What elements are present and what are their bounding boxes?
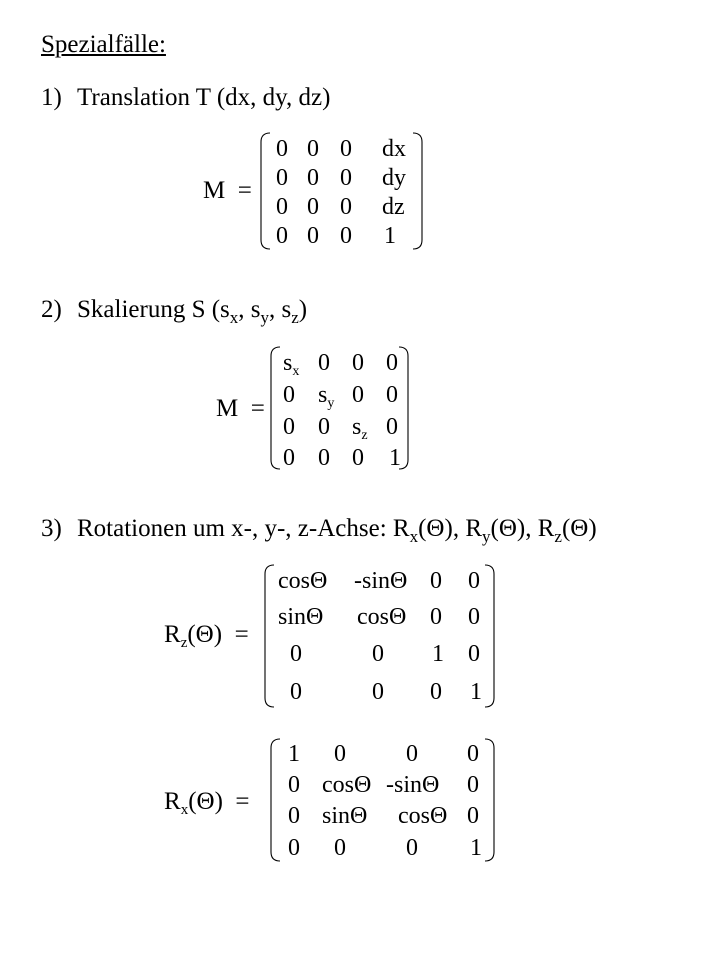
scaling-heading: 2) Skalierung S ($s_x$, $s_y$, $s_z$) [41,296,308,327]
matrix-cell: sinΘ [278,604,324,630]
matrix-cell: 0 [290,641,302,667]
matrix-cell: 0 [386,350,398,376]
matrix-cell: 1 [432,641,444,667]
matrix-cell: 0 [386,382,398,408]
translation-heading [41,84,330,112]
matrix-cell: 0 [372,641,384,667]
param-sub: z [291,308,299,327]
matrix-cell: 0 [276,136,288,162]
rx-left-bracket [268,738,288,862]
matrix-cell: 0 [288,803,300,829]
matrix-cell: 0 [352,445,364,471]
matrix-cell: 1 [470,835,482,861]
matrix-cell: 0 [307,165,319,191]
section-number: 1) [41,84,62,111]
matrix-cell: 0 [283,414,295,440]
matrix-cell: 0 [288,835,300,861]
rotation-symbol: R [164,621,181,648]
section-number: 2) [41,296,62,323]
scaling-title: Skalierung S (s [77,296,230,323]
matrix-cell: $s_x$ [283,350,300,379]
rotation-title: Rotationen um x-, y-, z-Achse: [77,515,393,542]
axis-sub: z [554,527,562,546]
matrix-cell: 0 [283,445,295,471]
matrix-cell: 0 [307,194,319,220]
matrix-cell: 0 [467,772,479,798]
matrix-cell: dy [382,165,406,191]
matrix-cell: $s_z$ [352,414,368,443]
matrix-cell: 0 [276,165,288,191]
rx-right-bracket [480,738,500,862]
matrix-cell: cosΘ [357,604,407,630]
matrix-cell: 0 [318,445,330,471]
matrix-cell: 0 [386,414,398,440]
matrix-cell: dx [382,136,406,162]
matrix-cell: 0 [406,835,418,861]
matrix-cell: 0 [430,604,442,630]
matrix-cell: cosΘ [398,803,448,829]
equals-sign: = [250,395,265,422]
equals-sign: = [235,788,250,815]
matrix-cell: 1 [384,223,396,249]
matrix-cell: 0 [352,382,364,408]
matrix-cell: 0 [468,604,480,630]
matrix-cell: 0 [340,165,352,191]
matrix-cell: 0 [318,414,330,440]
param-sub: x [229,308,239,327]
matrix-cell: 0 [430,568,442,594]
param-symbol: s [281,296,292,323]
matrix-cell: 0 [307,136,319,162]
param-symbol: s [250,296,261,323]
scaling-lhs [216,396,265,421]
rotation-heading: 3) Rotationen um x-, y-, z-Achse: $R_x(\Theta)$, $R_y(\Theta)$, $R_z(\Theta)$ [41,515,597,546]
matrix-cell: 0 [467,741,479,767]
matrix-cell: 0 [334,835,346,861]
matrix-cell: cosΘ [278,568,328,594]
equals-sign: = [237,177,252,204]
matrix-cell: 0 [340,136,352,162]
matrix-cell: -sinΘ [386,772,440,798]
matrix-cell: 0 [290,679,302,705]
scaling-right-bracket [394,346,414,470]
translation-right-bracket [408,132,428,250]
matrix-cell: 1 [470,679,482,705]
matrix-symbol: M [203,177,226,204]
matrix-cell: 0 [288,772,300,798]
matrix-cell: 0 [340,194,352,220]
matrix-cell: 0 [372,679,384,705]
matrix-cell: 0 [318,350,330,376]
rx-lhs: $R_x(\Theta)$ = [164,788,250,818]
matrix-cell: -sinΘ [354,568,408,594]
page-title: Spezialfälle: [41,31,166,58]
section-number: 3) [41,515,62,542]
matrix-cell: cosΘ [322,772,372,798]
matrix-cell: 0 [276,223,288,249]
matrix-cell: 0 [340,223,352,249]
rz-lhs: $R_z(\Theta)$ = [164,621,249,651]
rz-right-bracket [480,564,500,708]
matrix-cell: 0 [352,350,364,376]
matrix-cell: 1 [389,445,401,471]
matrix-cell: 1 [288,741,300,767]
matrix-cell: 0 [430,679,442,705]
rotation-symbol: R [164,788,181,815]
matrix-symbol: M [216,395,239,422]
matrix-cell: 0 [283,382,295,408]
translation-left-bracket [258,132,278,250]
matrix-cell: 0 [468,568,480,594]
matrix-cell: 0 [307,223,319,249]
matrix-cell: $s_y$ [318,382,335,411]
translation-lhs [203,178,252,203]
translation-title: Translation T (dx, dy, dz) [77,84,331,111]
matrix-cell: sinΘ [322,803,368,829]
matrix-cell: 0 [276,194,288,220]
matrix-cell: 0 [467,803,479,829]
matrix-cell: 0 [406,741,418,767]
matrix-cell: 0 [468,641,480,667]
param-sub: y [260,308,270,327]
axis-sub: x [409,527,419,546]
matrix-cell: dz [382,194,405,220]
axis-sub: y [482,527,491,546]
equals-sign: = [234,621,249,648]
matrix-cell: 0 [334,741,346,767]
